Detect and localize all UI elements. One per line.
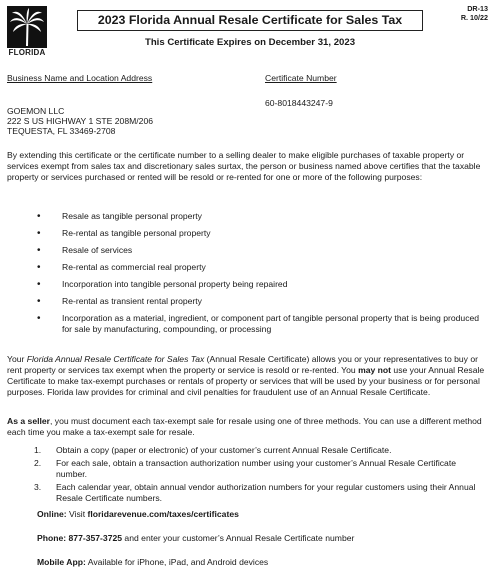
certificate-number-label: Certificate Number <box>265 73 337 83</box>
phone-label: Phone: <box>37 533 67 543</box>
address-line-1: 222 S US HIGHWAY 1 STE 208M/206 <box>7 115 153 126</box>
expiration-notice: This Certificate Expires on December 31, 2023 <box>144 37 356 48</box>
usage-part-2: (Annual Resale Certificate) allows you or your representatives to buy or rent property or services tax exempt when the property or service is resold or re-rented. You <box>7 354 478 375</box>
list-item <box>34 445 489 456</box>
list-item: • Resale of services <box>37 245 487 256</box>
certificate-number: 60-8018443247-9 <box>265 98 333 108</box>
online-contact <box>37 509 239 520</box>
phone-number: 877-357-3725 <box>68 533 123 543</box>
method-text: Obtain a copy (paper or electronic) of your customer’s current Annual Resale Certificate. <box>56 445 392 455</box>
business-name: GOEMON LLC <box>7 106 65 116</box>
may-not-emphasis: may not <box>358 365 392 375</box>
list-item <box>34 482 489 504</box>
form-revision: R. 10/22 <box>460 12 488 22</box>
list-item <box>34 458 489 480</box>
business-address <box>7 107 153 137</box>
mobile-app-text: Available for iPhone, iPad, and Android devices <box>85 557 269 567</box>
list-item: • Re-rental as tangible personal property <box>37 228 487 239</box>
phone-instructions: and enter your customer’s Annual Resale Certificate number <box>122 533 355 543</box>
certificate-name-italic: Florida Annual Resale Certificate for Sales Tax <box>26 354 205 364</box>
address-line-2: TEQUESTA, FL 33469-2708 <box>7 125 116 136</box>
usage-paragraph <box>7 354 493 398</box>
list-item: • Incorporation as a material, ingredient, or component part of tangible personal property that is being produced for sale by manufacturing, compounding, or processing <box>37 313 487 335</box>
mobile-app-contact <box>37 557 268 568</box>
list-item: • Re-rental as commercial real property <box>37 262 487 273</box>
online-url-link[interactable]: floridarevenue.com/taxes/certificates <box>87 509 239 519</box>
mobile-app-label: Mobile App: <box>37 557 86 567</box>
phone-contact <box>37 533 354 544</box>
method-number: 1. <box>34 445 42 455</box>
method-number: 2. <box>34 458 42 468</box>
purposes-list <box>37 211 487 341</box>
list-item: • Resale as tangible personal property <box>37 211 487 222</box>
online-prefix: Visit <box>66 509 88 519</box>
form-number: DR-13 <box>467 4 488 13</box>
logo-text: FLORIDA <box>8 48 46 57</box>
business-name-label: Business Name and Location Address <box>7 73 153 83</box>
usage-part-3: use your Annual Resale Certificate to make tax-exempt purchases or rentals of property or services that will be used by your business or for personal purposes. Florida law provides for criminal and civil penalties for fraudulent use of an Annual Resale Certificate. <box>7 365 485 397</box>
method-number: 3. <box>34 482 42 492</box>
method-text: Each calendar year, obtain annual vendor authorization numbers for your regular customers using their Annual Resale Certificate numbers. <box>56 482 476 503</box>
certificate-title: 2023 Florida Annual Resale Certificate for Sales Tax <box>77 10 423 31</box>
list-item: • Re-rental as transient rental property <box>37 296 487 307</box>
seller-rest: , you must document each tax-exempt sale for resale using one of three methods. You can use a different method each time you make a tax-exempt sale for resale. <box>7 416 482 437</box>
method-text: For each sale, obtain a transaction authorization number using your customer’s Annual Resale Certificate number. <box>56 458 456 479</box>
usage-intro: Your <box>7 354 27 364</box>
intro-paragraph: By extending this certificate or the certificate number to a selling dealer to make eligible purchases of taxable property or services exempt from sales tax and discretionary sales surtax, the person or business named above certifies that the taxable property or services purchased or rented will be resold or re-rented for one or more of the following purposes: <box>7 150 481 182</box>
form-identifier <box>461 5 488 22</box>
online-label: Online: <box>37 509 67 519</box>
seller-lead: As a seller <box>7 416 50 426</box>
seller-paragraph <box>7 416 493 438</box>
documentation-methods-list <box>34 445 489 506</box>
list-item: • Incorporation into tangible personal property being repaired <box>37 279 487 290</box>
